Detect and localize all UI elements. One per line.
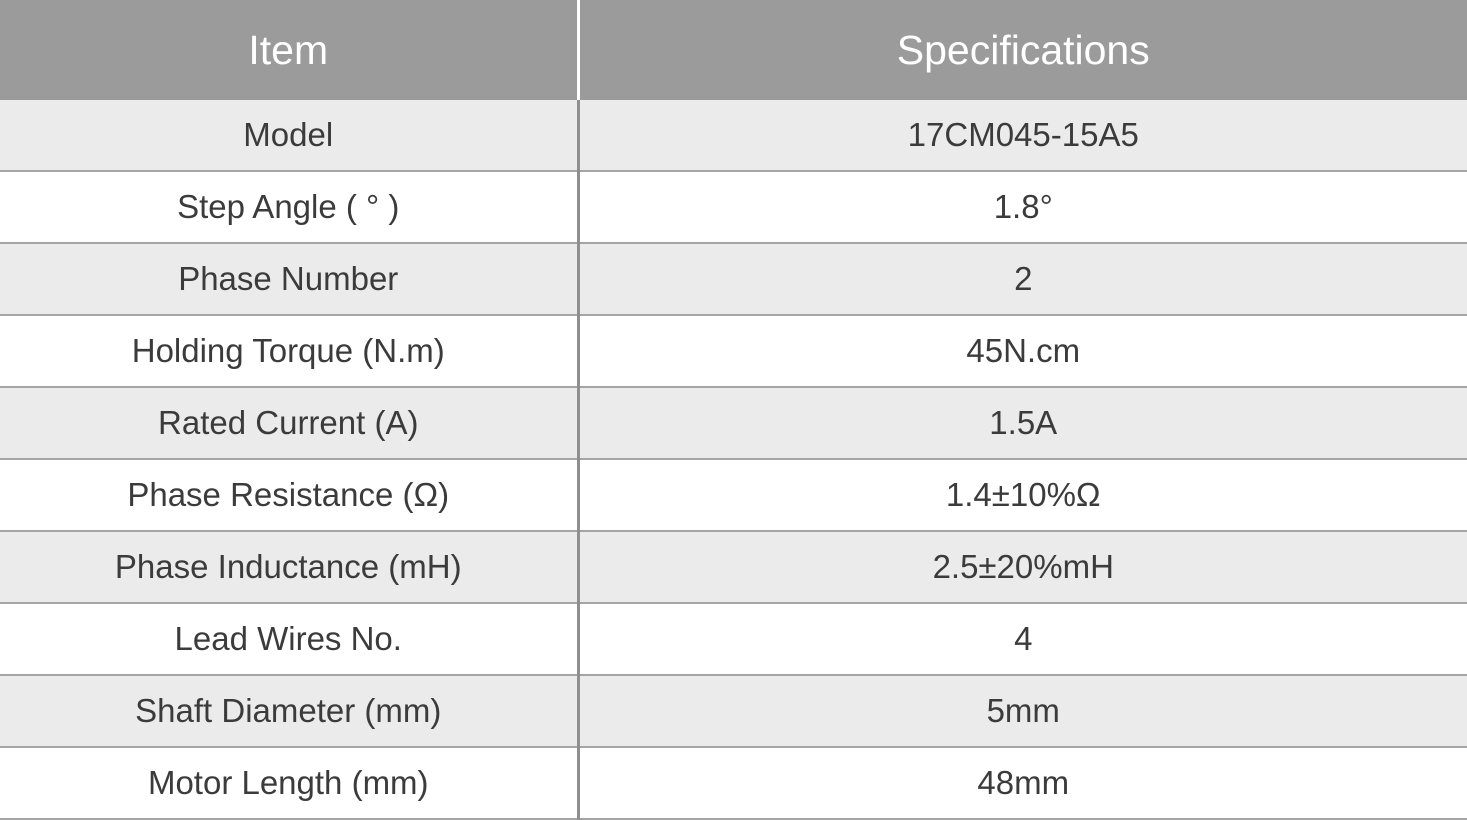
- column-header-specifications: Specifications: [578, 0, 1467, 100]
- table-row: [0, 675, 1467, 747]
- row-value: 1.8°: [578, 171, 1467, 243]
- row-value: 4: [578, 603, 1467, 675]
- row-value: 2.5±20%mH: [578, 531, 1467, 603]
- row-label: Shaft Diameter (mm): [0, 675, 578, 747]
- row-value: 48mm: [578, 747, 1467, 819]
- table-row: [0, 100, 1467, 171]
- table-row: [0, 315, 1467, 387]
- row-label: Motor Length (mm): [0, 747, 578, 819]
- table-row: [0, 171, 1467, 243]
- table-row: [0, 603, 1467, 675]
- row-label: Phase Number: [0, 243, 578, 315]
- table-row: [0, 531, 1467, 603]
- row-label: Lead Wires No.: [0, 603, 578, 675]
- row-label: Phase Inductance (mH): [0, 531, 578, 603]
- row-label: Rated Current (A): [0, 387, 578, 459]
- row-label: Model: [0, 100, 578, 171]
- row-value: 1.4±10%Ω: [578, 459, 1467, 531]
- column-header-item: Item: [0, 0, 578, 100]
- table-row: [0, 459, 1467, 531]
- table-row: [0, 243, 1467, 315]
- row-label: Phase Resistance (Ω): [0, 459, 578, 531]
- table-header: [0, 0, 1467, 100]
- table-row: [0, 747, 1467, 819]
- table-row: [0, 387, 1467, 459]
- row-label: Step Angle ( ° ): [0, 171, 578, 243]
- row-value: 5mm: [578, 675, 1467, 747]
- row-value: 1.5A: [578, 387, 1467, 459]
- row-value: 45N.cm: [578, 315, 1467, 387]
- row-label: Holding Torque (N.m): [0, 315, 578, 387]
- row-value: 2: [578, 243, 1467, 315]
- row-value: 17CM045-15A5: [578, 100, 1467, 171]
- table-body: [0, 100, 1467, 819]
- table-header-row: [0, 0, 1467, 100]
